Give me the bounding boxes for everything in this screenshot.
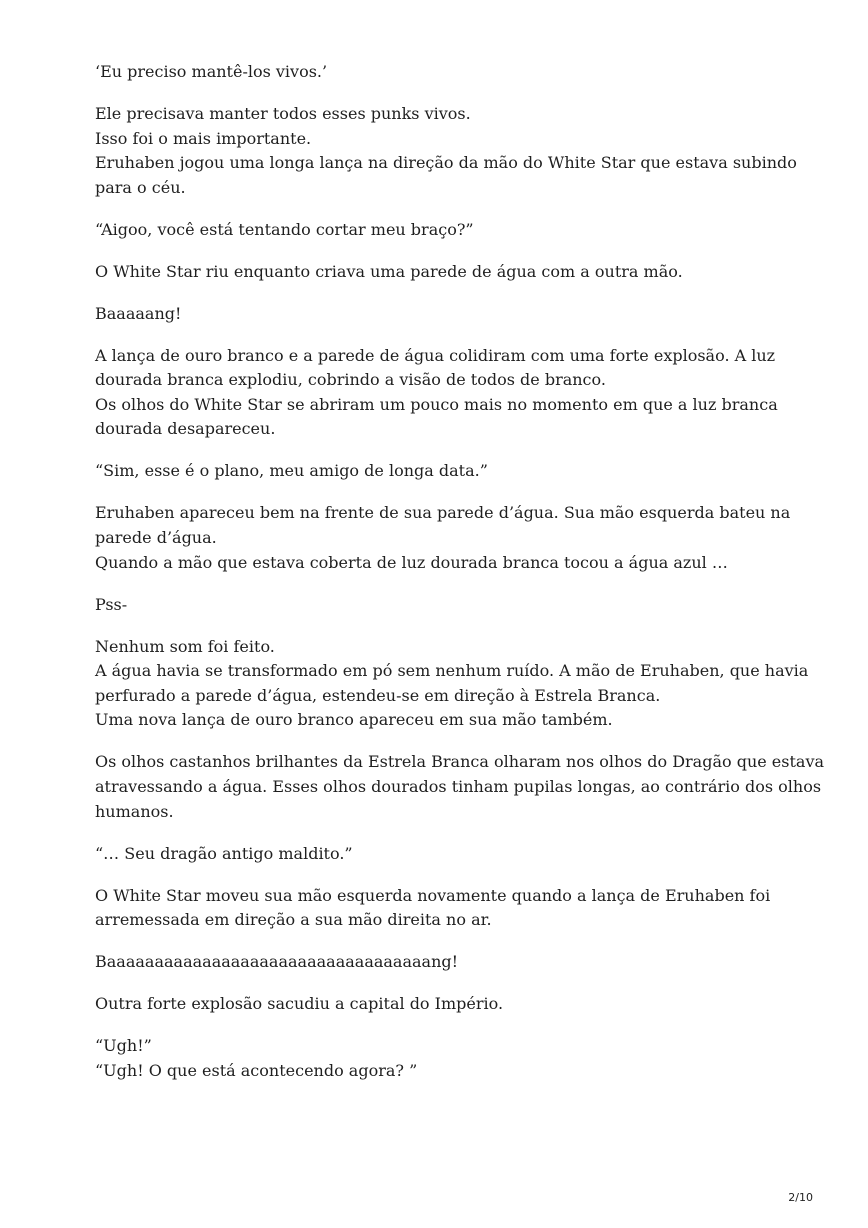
- text-line: dourada desapareceu.: [95, 419, 276, 439]
- text-line: arremessada em direção a sua mão direita no ar.: [95, 910, 492, 930]
- paragraph: [95, 1034, 795, 1083]
- text-line: atravessando a água. Esses olhos dourados tinham pupilas longas, ao contrário dos olhos: [95, 776, 822, 796]
- text-line: perfurado a parede d’água, estendeu-se em direção à Estrela Branca.: [95, 685, 661, 705]
- paragraph: [95, 950, 795, 975]
- paragraph: [95, 992, 795, 1017]
- text-line: Nenhum som foi feito.: [95, 636, 275, 656]
- text-line: Isso foi o mais importante.: [95, 128, 312, 148]
- text-line: “Sim, esse é o plano, meu amigo de longa data.”: [95, 461, 488, 481]
- text-line: parede d’água.: [95, 528, 217, 548]
- text-line: Outra forte explosão sacudiu a capital do Império.: [95, 994, 504, 1014]
- text-line: “Ugh!”: [95, 1036, 152, 1056]
- text-line: A lança de ouro branco e a parede de água colidiram com uma forte explosão. A luz: [95, 345, 776, 365]
- paragraph: [95, 635, 809, 733]
- text-line: Os olhos do White Star se abriram um pouco mais no momento em que a luz branca: [95, 394, 778, 414]
- text-line: Eruhaben jogou uma longa lança na direção da mão do White Star que estava subindo: [95, 153, 797, 173]
- paragraph: [95, 593, 795, 618]
- text-line: “Ugh! O que está acontecendo agora? ”: [95, 1060, 418, 1080]
- text-line: A água havia se transformado em pó sem nenhum ruído. A mão de Eruhaben, que havia: [95, 661, 809, 681]
- text-line: O White Star moveu sua mão esquerda novamente quando a lança de Eruhaben foi: [95, 885, 771, 905]
- text-line: “… Seu dragão antigo maldito.”: [95, 843, 353, 863]
- paragraph: [95, 884, 795, 933]
- paragraph: [95, 302, 795, 327]
- page-number: 2/10: [788, 1191, 813, 1204]
- paragraph: [95, 501, 795, 575]
- text-line: Baaaaang!: [95, 303, 182, 323]
- text-line: dourada branca explodiu, cobrindo a visão de todos de branco.: [95, 370, 606, 390]
- text-line: Quando a mão que estava coberta de luz dourada branca tocou a água azul …: [95, 552, 728, 572]
- text-line: Os olhos castanhos brilhantes da Estrela Branca olharam nos olhos do Dragão que estava: [95, 752, 825, 772]
- paragraph: [95, 842, 795, 867]
- text-line: Ele precisava manter todos esses punks vivos.: [95, 103, 471, 123]
- text-line: “Aigoo, você está tentando cortar meu braço?”: [95, 219, 474, 239]
- text-line: Pss-: [95, 594, 128, 614]
- paragraph: [95, 344, 795, 442]
- text-line: O White Star riu enquanto criava uma parede de água com a outra mão.: [95, 261, 683, 281]
- text-line: Eruhaben apareceu bem na frente de sua parede d’água. Sua mão esquerda bateu na: [95, 503, 791, 523]
- paragraph: [95, 459, 795, 484]
- paragraph: [95, 60, 795, 85]
- paragraph: [95, 750, 825, 824]
- text-line: Uma nova lança de ouro branco apareceu em sua mão também.: [95, 710, 613, 730]
- paragraph: [95, 102, 795, 200]
- text-line: humanos.: [95, 801, 174, 821]
- paragraph: [95, 260, 795, 285]
- paragraph: [95, 218, 795, 243]
- text-line: para o céu.: [95, 177, 186, 197]
- text-line: Baaaaaaaaaaaaaaaaaaaaaaaaaaaaaaaaaang!: [95, 952, 459, 972]
- text-line: ‘Eu preciso mantê-los vivos.’: [95, 62, 328, 81]
- document-body: [95, 60, 825, 1101]
